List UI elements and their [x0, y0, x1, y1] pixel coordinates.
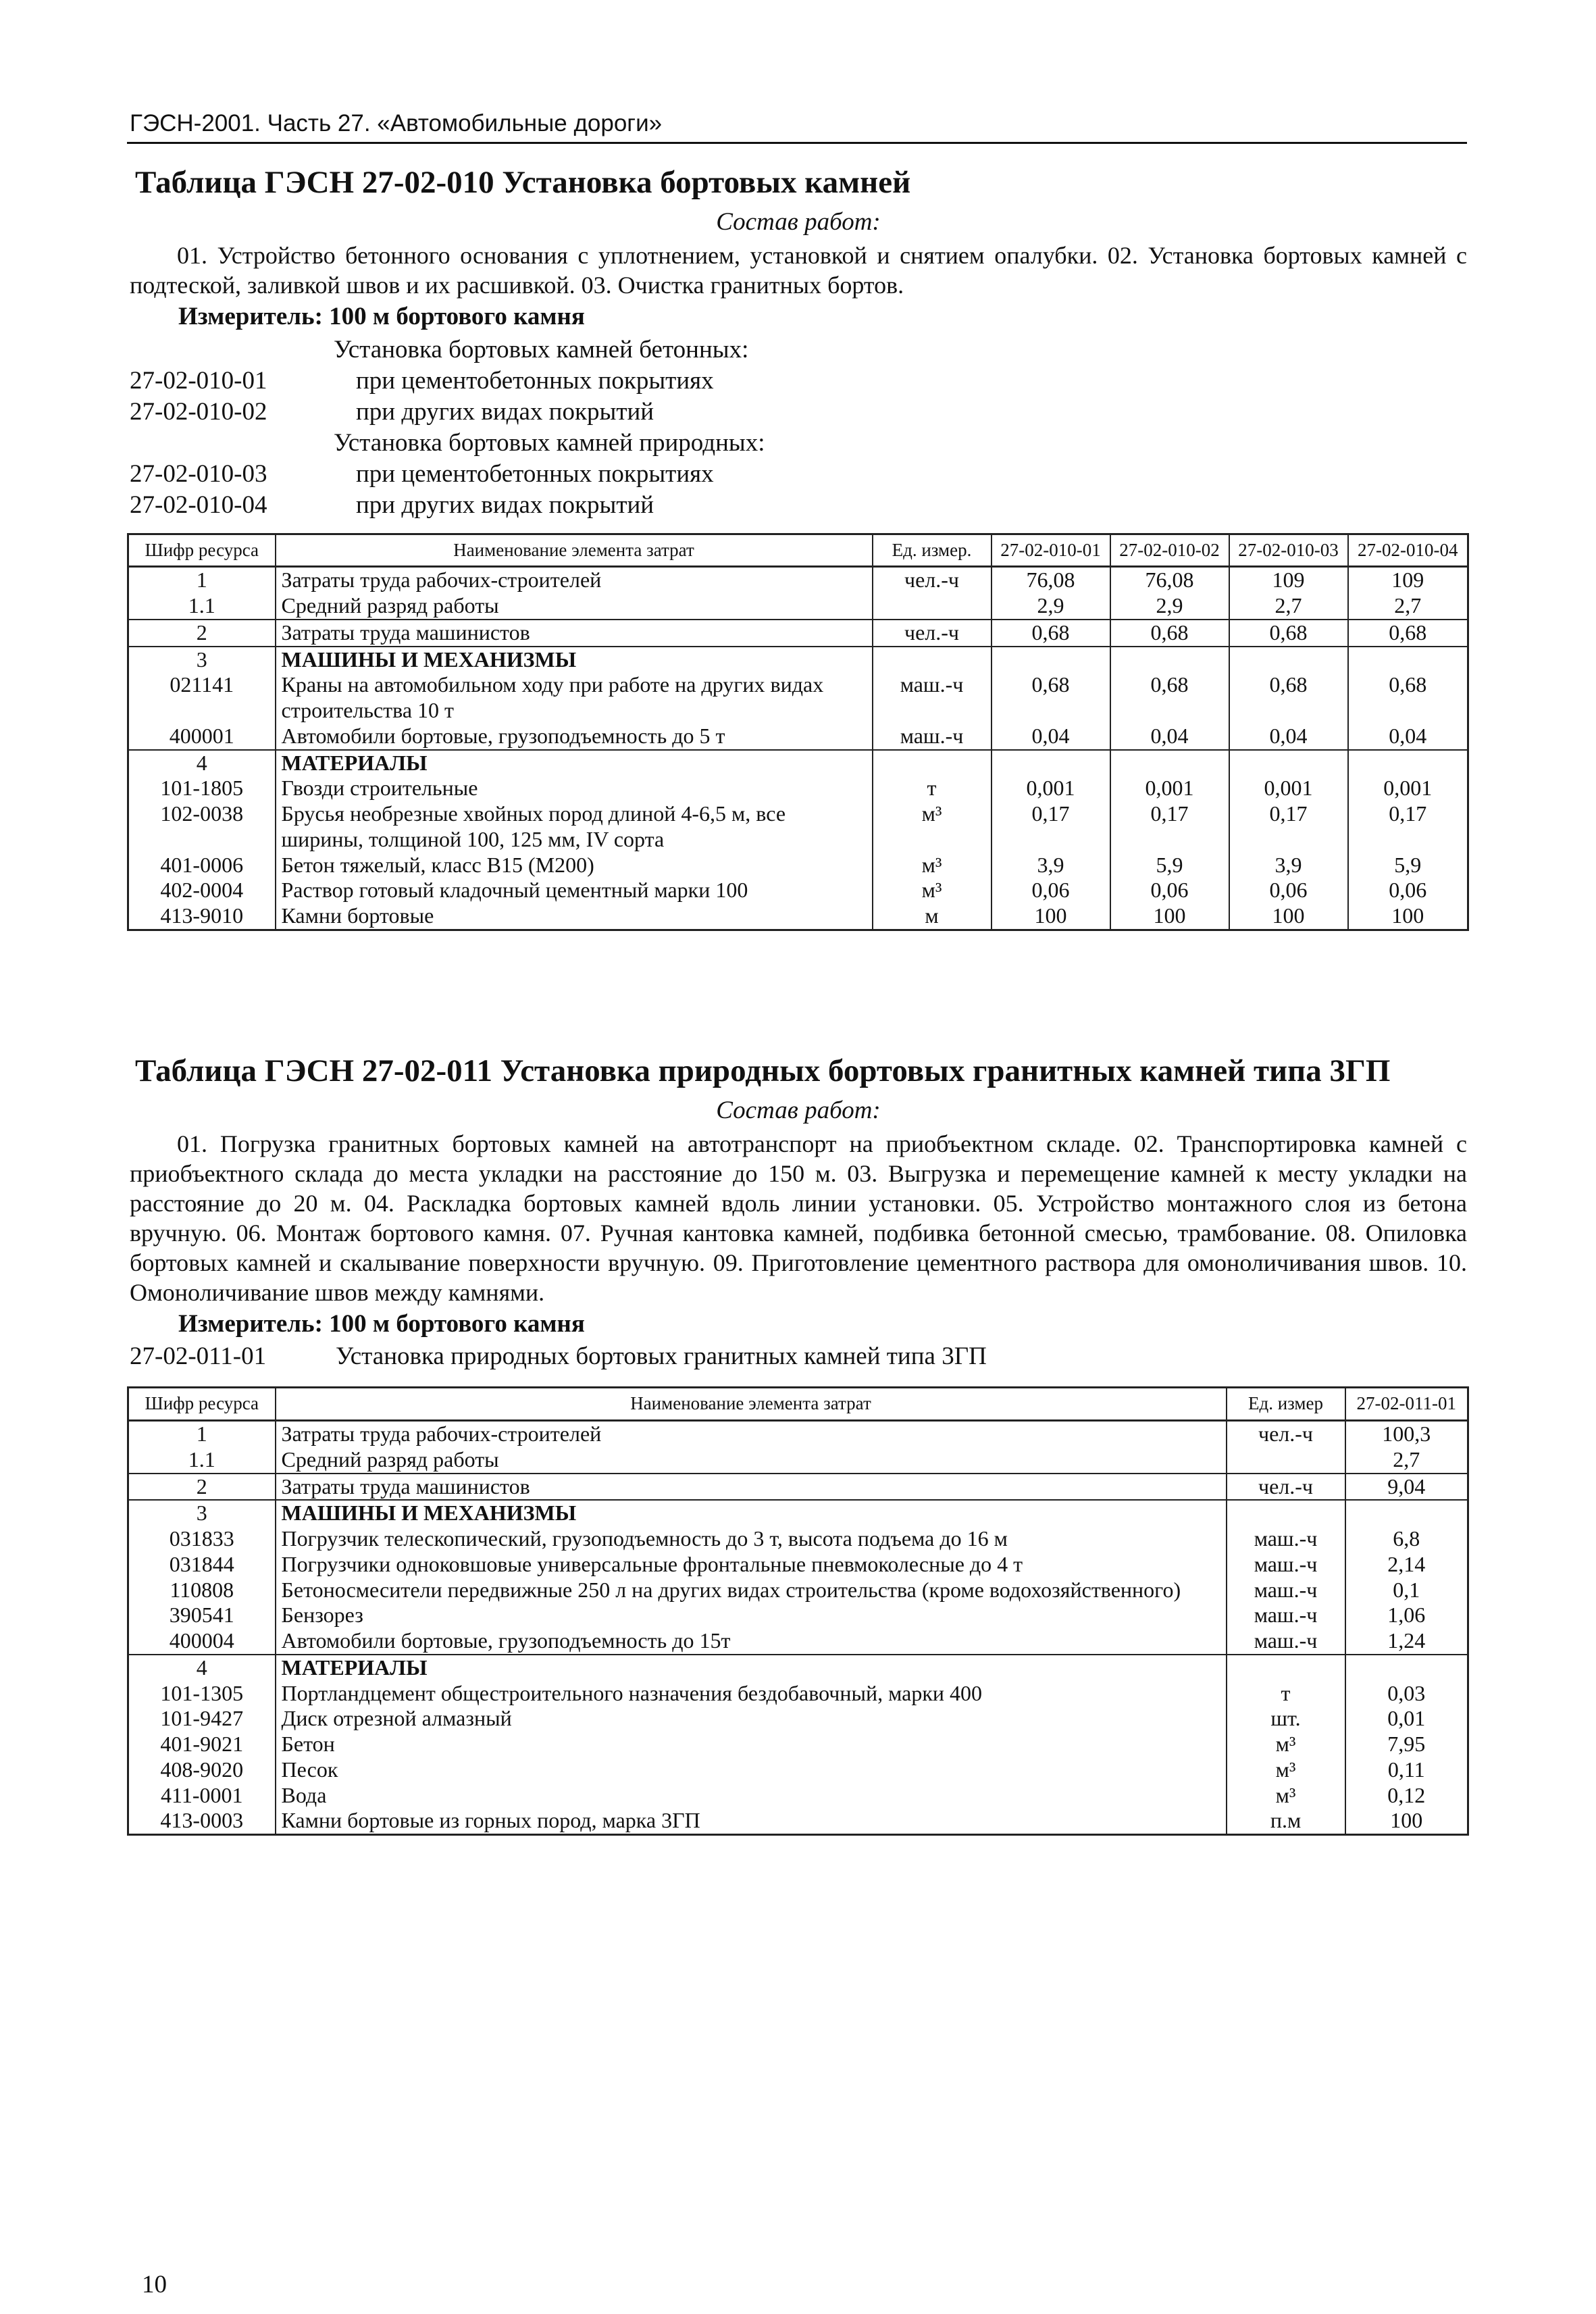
resource-value: 2,9 [992, 593, 1110, 620]
col-header-unit: Ед. измер. [873, 534, 992, 567]
resource-value: 76,08 [1110, 567, 1229, 593]
resource-code: 102-0038 [128, 801, 276, 853]
resource-value [1348, 647, 1468, 673]
resource-unit: маш.-ч [1227, 1628, 1345, 1655]
resource-value: 76,08 [992, 567, 1110, 593]
header-rule [127, 142, 1467, 144]
resource-unit: шт. [1227, 1706, 1345, 1732]
resource-code: 1 [128, 1421, 276, 1447]
variant-text: при цементобетонных покрытиях [356, 459, 714, 488]
variant-list [130, 334, 1467, 520]
resource-unit: чел.-ч [873, 620, 992, 647]
table-row [128, 1757, 1468, 1783]
table-row [128, 1706, 1468, 1732]
resource-unit: м³ [873, 878, 992, 903]
resource-value: 0,04 [1110, 724, 1229, 750]
resource-unit: чел.-ч [1227, 1421, 1345, 1447]
resource-name: Краны на автомобильном ходу при работе на других видах строительства 10 т [276, 672, 873, 724]
resource-value: 2,7 [1348, 593, 1468, 620]
resource-value: 0,17 [1229, 801, 1348, 853]
resource-value [1345, 1655, 1468, 1681]
resource-unit: маш.-ч [873, 724, 992, 750]
resource-code: 101-1805 [128, 776, 276, 801]
resource-code: 101-9427 [128, 1706, 276, 1732]
resource-value: 100 [1110, 903, 1229, 930]
resource-value: 0,68 [1110, 620, 1229, 647]
resource-code: 4 [128, 1655, 276, 1681]
resource-name: Вода [276, 1783, 1227, 1809]
variant-item [130, 1342, 1467, 1372]
resource-value [992, 750, 1110, 776]
resource-code: 390541 [128, 1603, 276, 1628]
resource-value: 0,11 [1345, 1757, 1468, 1783]
resource-code: 402-0004 [128, 878, 276, 903]
table-row [128, 878, 1468, 903]
resource-value: 0,17 [1348, 801, 1468, 853]
col-header-variant: 27-02-010-02 [1110, 534, 1229, 567]
resource-unit [1227, 1655, 1345, 1681]
variant-item [130, 490, 1467, 521]
resource-value: 0,17 [1110, 801, 1229, 853]
resource-value: 0,68 [992, 672, 1110, 724]
resource-code: 413-9010 [128, 903, 276, 930]
resource-value: 100,3 [1345, 1421, 1468, 1447]
resource-value [1229, 647, 1348, 673]
resource-code: 101-1305 [128, 1681, 276, 1707]
variant-text: Установка природных бортовых гранитных камней типа 3ГП [336, 1342, 987, 1370]
table-header-row [128, 534, 1468, 567]
resource-unit: маш.-ч [1227, 1603, 1345, 1628]
resource-unit: маш.-ч [1227, 1578, 1345, 1603]
col-header-code: Шифр ресурса [128, 1388, 276, 1421]
resource-code: 1 [128, 567, 276, 593]
resource-value: 2,7 [1229, 593, 1348, 620]
resource-unit [1227, 1500, 1345, 1526]
resource-value: 0,68 [992, 620, 1110, 647]
resource-name: Песок [276, 1757, 1227, 1783]
variant-item [130, 397, 1467, 428]
resource-value [1348, 750, 1468, 776]
table-row [128, 750, 1468, 776]
resource-name: Затраты труда машинистов [276, 1474, 1227, 1501]
resource-code: 110808 [128, 1578, 276, 1603]
resource-value: 3,9 [992, 853, 1110, 878]
resource-value: 0,68 [1348, 672, 1468, 724]
col-header-variant: 27-02-010-01 [992, 534, 1110, 567]
resource-name: Гвозди строительные [276, 776, 873, 801]
col-header-unit: Ед. измер [1227, 1388, 1345, 1421]
table-row [128, 776, 1468, 801]
resource-value: 2,7 [1345, 1447, 1468, 1474]
table-row [128, 724, 1468, 750]
page-number: 10 [142, 2271, 167, 2298]
variant-text: при других видах покрытий [356, 491, 654, 519]
resource-code: 400001 [128, 724, 276, 750]
resource-value: 100 [992, 903, 1110, 930]
table-row [128, 1655, 1468, 1681]
resource-name: Камни бортовые из горных пород, марка 3ГП [276, 1808, 1227, 1834]
resource-name: Затраты труда машинистов [276, 620, 873, 647]
table-row [128, 1474, 1468, 1501]
table-row [128, 567, 1468, 593]
table-27-02-011-section [130, 1054, 1467, 1836]
resource-value: 100 [1348, 903, 1468, 930]
table-row [128, 620, 1468, 647]
resource-unit [1227, 1447, 1345, 1474]
resource-value: 0,68 [1110, 672, 1229, 724]
resource-code: 401-9021 [128, 1732, 276, 1757]
table-row [128, 647, 1468, 673]
resource-unit: маш.-ч [1227, 1552, 1345, 1578]
resource-unit: т [873, 776, 992, 801]
table-title: Таблица ГЭСН 27-02-011 Установка природных бортовых гранитных камней типа 3ГП [135, 1053, 1391, 1088]
col-header-variant: 27-02-011-01 [1345, 1388, 1468, 1421]
resource-name: Портландцемент общестроительного назначения бездобавочный, марки 400 [276, 1681, 1227, 1707]
resource-value: 0,03 [1345, 1681, 1468, 1707]
resource-value: 0,04 [1348, 724, 1468, 750]
resource-value: 0,001 [992, 776, 1110, 801]
variant-code: 27-02-010-01 [130, 367, 267, 395]
resource-unit [873, 647, 992, 673]
resource-table [127, 1386, 1469, 1836]
resource-unit [873, 593, 992, 620]
resource-name: Автомобили бортовые, грузоподъемность до 15т [276, 1628, 1227, 1655]
table-title: Таблица ГЭСН 27-02-010 Установка бортовых камней [135, 165, 911, 200]
resource-unit: маш.-ч [873, 672, 992, 724]
resource-name: Бетоносмесители передвижные 250 л на других видах строительства (кроме водохозяйственного) [276, 1578, 1227, 1603]
resource-unit: м³ [873, 853, 992, 878]
table-row [128, 1732, 1468, 1757]
resource-value: 5,9 [1110, 853, 1229, 878]
resource-name: МАШИНЫ И МЕХАНИЗМЫ [276, 647, 873, 673]
resource-name: Средний разряд работы [276, 1447, 1227, 1474]
resource-code: 401-0006 [128, 853, 276, 878]
table-row [128, 1421, 1468, 1447]
resource-value: 0,001 [1110, 776, 1229, 801]
resource-code: 408-9020 [128, 1757, 276, 1783]
resource-unit: т [1227, 1681, 1345, 1707]
resource-unit: п.м [1227, 1808, 1345, 1834]
composition-text: 01. Погрузка гранитных бортовых камней на автотранспорт на приобъектном складе. 02. Транспортировка камней с приобъектного склада до места укладки на расстояние до 150 м. 03. Выгрузка и перемещение камней к месту укладки на расстояние до 20 м. 04. Раскладка бортовых камней вдоль линии установки. 05. Устройство монтажного слоя из бетона вручную. 06. Монтаж бортового камня. 07. Ручная кантовка камней, подбивка бетонной смесью, трамбование. 08. Опиловка бортовых камней и скалывание поверхности вручную. 09. Приготовление цементного раствора для омоноличивания швов. 10. Омоноличивание швов между камнями. [130, 1130, 1467, 1306]
table-row [128, 1552, 1468, 1578]
col-header-variant: 27-02-010-03 [1229, 534, 1348, 567]
col-header-variant: 27-02-010-04 [1348, 534, 1468, 567]
resource-unit: чел.-ч [873, 567, 992, 593]
resource-name: Раствор готовый кладочный цементный марки 100 [276, 878, 873, 903]
resource-value: 0,68 [1348, 620, 1468, 647]
resource-name: Затраты труда рабочих-строителей [276, 1421, 1227, 1447]
variant-text: при других видах покрытий [356, 398, 654, 426]
resource-value: 3,9 [1229, 853, 1348, 878]
table-row [128, 1500, 1468, 1526]
table-row [128, 1603, 1468, 1628]
resource-value: 0,04 [1229, 724, 1348, 750]
resource-name: Погрузчик телескопический, грузоподъемность до 3 т, высота подъема до 16 м [276, 1526, 1227, 1552]
resource-table [127, 533, 1469, 931]
resource-value: 0,01 [1345, 1706, 1468, 1732]
variant-item [130, 459, 1467, 490]
resource-name: Диск отрезной алмазный [276, 1706, 1227, 1732]
resource-value: 0,68 [1229, 620, 1348, 647]
resource-unit: чел.-ч [1227, 1474, 1345, 1501]
resource-unit: м³ [1227, 1783, 1345, 1809]
measure-unit: Измеритель: 100 м бортового камня [178, 302, 585, 330]
measure-unit: Измеритель: 100 м бортового камня [178, 1309, 585, 1338]
resource-value [992, 647, 1110, 673]
resource-code: 2 [128, 1474, 276, 1501]
table-27-02-010-section [130, 166, 1467, 931]
resource-code: 1.1 [128, 593, 276, 620]
resource-code: 031833 [128, 1526, 276, 1552]
table-row [128, 1681, 1468, 1707]
resource-code: 3 [128, 647, 276, 673]
resource-value: 0,06 [1110, 878, 1229, 903]
table-row [128, 1526, 1468, 1552]
resource-value: 6,8 [1345, 1526, 1468, 1552]
resource-unit: м³ [1227, 1732, 1345, 1757]
resource-value: 0,17 [992, 801, 1110, 853]
resource-value: 2,14 [1345, 1552, 1468, 1578]
resource-name: Бетон тяжелый, класс В15 (М200) [276, 853, 873, 878]
resource-value: 9,04 [1345, 1474, 1468, 1501]
resource-code: 1.1 [128, 1447, 276, 1474]
resource-code: 400004 [128, 1628, 276, 1655]
table-row [128, 593, 1468, 620]
table-header-row [128, 1388, 1468, 1421]
table-row [128, 1628, 1468, 1655]
composition-heading: Состав работ: [716, 1096, 881, 1124]
resource-name: Камни бортовые [276, 903, 873, 930]
table-row [128, 1783, 1468, 1809]
resource-value: 0,001 [1348, 776, 1468, 801]
variant-code: 27-02-010-02 [130, 398, 267, 426]
variant-group-heading: Установка бортовых камней природных: [334, 428, 765, 457]
resource-unit [873, 750, 992, 776]
resource-value: 7,95 [1345, 1732, 1468, 1757]
resource-value: 1,06 [1345, 1603, 1468, 1628]
resource-value: 0,04 [992, 724, 1110, 750]
resource-code: 4 [128, 750, 276, 776]
table-row [128, 801, 1468, 853]
resource-name: Средний разряд работы [276, 593, 873, 620]
col-header-code: Шифр ресурса [128, 534, 276, 567]
resource-value: 109 [1229, 567, 1348, 593]
resource-value: 5,9 [1348, 853, 1468, 878]
resource-name: Бетон [276, 1732, 1227, 1757]
resource-unit: м³ [873, 801, 992, 853]
table-row [128, 672, 1468, 724]
resource-name: МАТЕРИАЛЫ [276, 750, 873, 776]
resource-code: 411-0001 [128, 1783, 276, 1809]
variant-group-heading: Установка бортовых камней бетонных: [334, 336, 749, 364]
resource-value: 1,24 [1345, 1628, 1468, 1655]
resource-value [1229, 750, 1348, 776]
resource-value: 0,06 [1229, 878, 1348, 903]
resource-name: Погрузчики одноковшовые универсальные фронтальные пневмоколесные до 4 т [276, 1552, 1227, 1578]
resource-value: 0,68 [1229, 672, 1348, 724]
running-header: ГЭСН-2001. Часть 27. «Автомобильные дороги» [130, 110, 663, 136]
resource-unit: м³ [1227, 1757, 1345, 1783]
table-row [128, 1808, 1468, 1834]
resource-value: 109 [1348, 567, 1468, 593]
resource-name: МАШИНЫ И МЕХАНИЗМЫ [276, 1500, 1227, 1526]
variant-code: 27-02-010-03 [130, 459, 267, 488]
resource-value: 0,001 [1229, 776, 1348, 801]
table-row [128, 1578, 1468, 1603]
resource-code: 2 [128, 620, 276, 647]
resource-code: 413-0003 [128, 1808, 276, 1834]
resource-value: 0,12 [1345, 1783, 1468, 1809]
col-header-name: Наименование элемента затрат [276, 1388, 1227, 1421]
resource-value: 100 [1229, 903, 1348, 930]
resource-code: 021141 [128, 672, 276, 724]
resource-code: 031844 [128, 1552, 276, 1578]
variant-item [130, 366, 1467, 397]
resource-name: Бензорез [276, 1603, 1227, 1628]
resource-name: Затраты труда рабочих-строителей [276, 567, 873, 593]
col-header-name: Наименование элемента затрат [276, 534, 873, 567]
resource-value [1110, 647, 1229, 673]
resource-value: 0,1 [1345, 1578, 1468, 1603]
resource-name: Брусья необрезные хвойных пород длиной 4-6,5 м, все ширины, толщиной 100, 125 мм, IV сорта [276, 801, 873, 853]
resource-unit: м [873, 903, 992, 930]
composition-text: 01. Устройство бетонного основания с уплотнением, установкой и снятием опалубки. 02. Установка бортовых камней с подтеской, заливкой швов и их расшивкой. 03. Очистка гранитных бортов. [130, 242, 1467, 299]
variant-code: 27-02-011-01 [130, 1342, 267, 1370]
composition-heading: Состав работ: [716, 207, 881, 236]
variant-text: при цементобетонных покрытиях [356, 367, 714, 395]
resource-unit: маш.-ч [1227, 1526, 1345, 1552]
resource-name: Автомобили бортовые, грузоподъемность до 5 т [276, 724, 873, 750]
resource-code: 3 [128, 1500, 276, 1526]
table-row [128, 903, 1468, 930]
resource-value: 0,06 [1348, 878, 1468, 903]
table-row [128, 1447, 1468, 1474]
variant-code: 27-02-010-04 [130, 491, 267, 519]
resource-value [1110, 750, 1229, 776]
table-row [128, 853, 1468, 878]
resource-value: 0,06 [992, 878, 1110, 903]
resource-value [1345, 1500, 1468, 1526]
resource-value: 100 [1345, 1808, 1468, 1834]
resource-value: 2,9 [1110, 593, 1229, 620]
resource-name: МАТЕРИАЛЫ [276, 1655, 1227, 1681]
